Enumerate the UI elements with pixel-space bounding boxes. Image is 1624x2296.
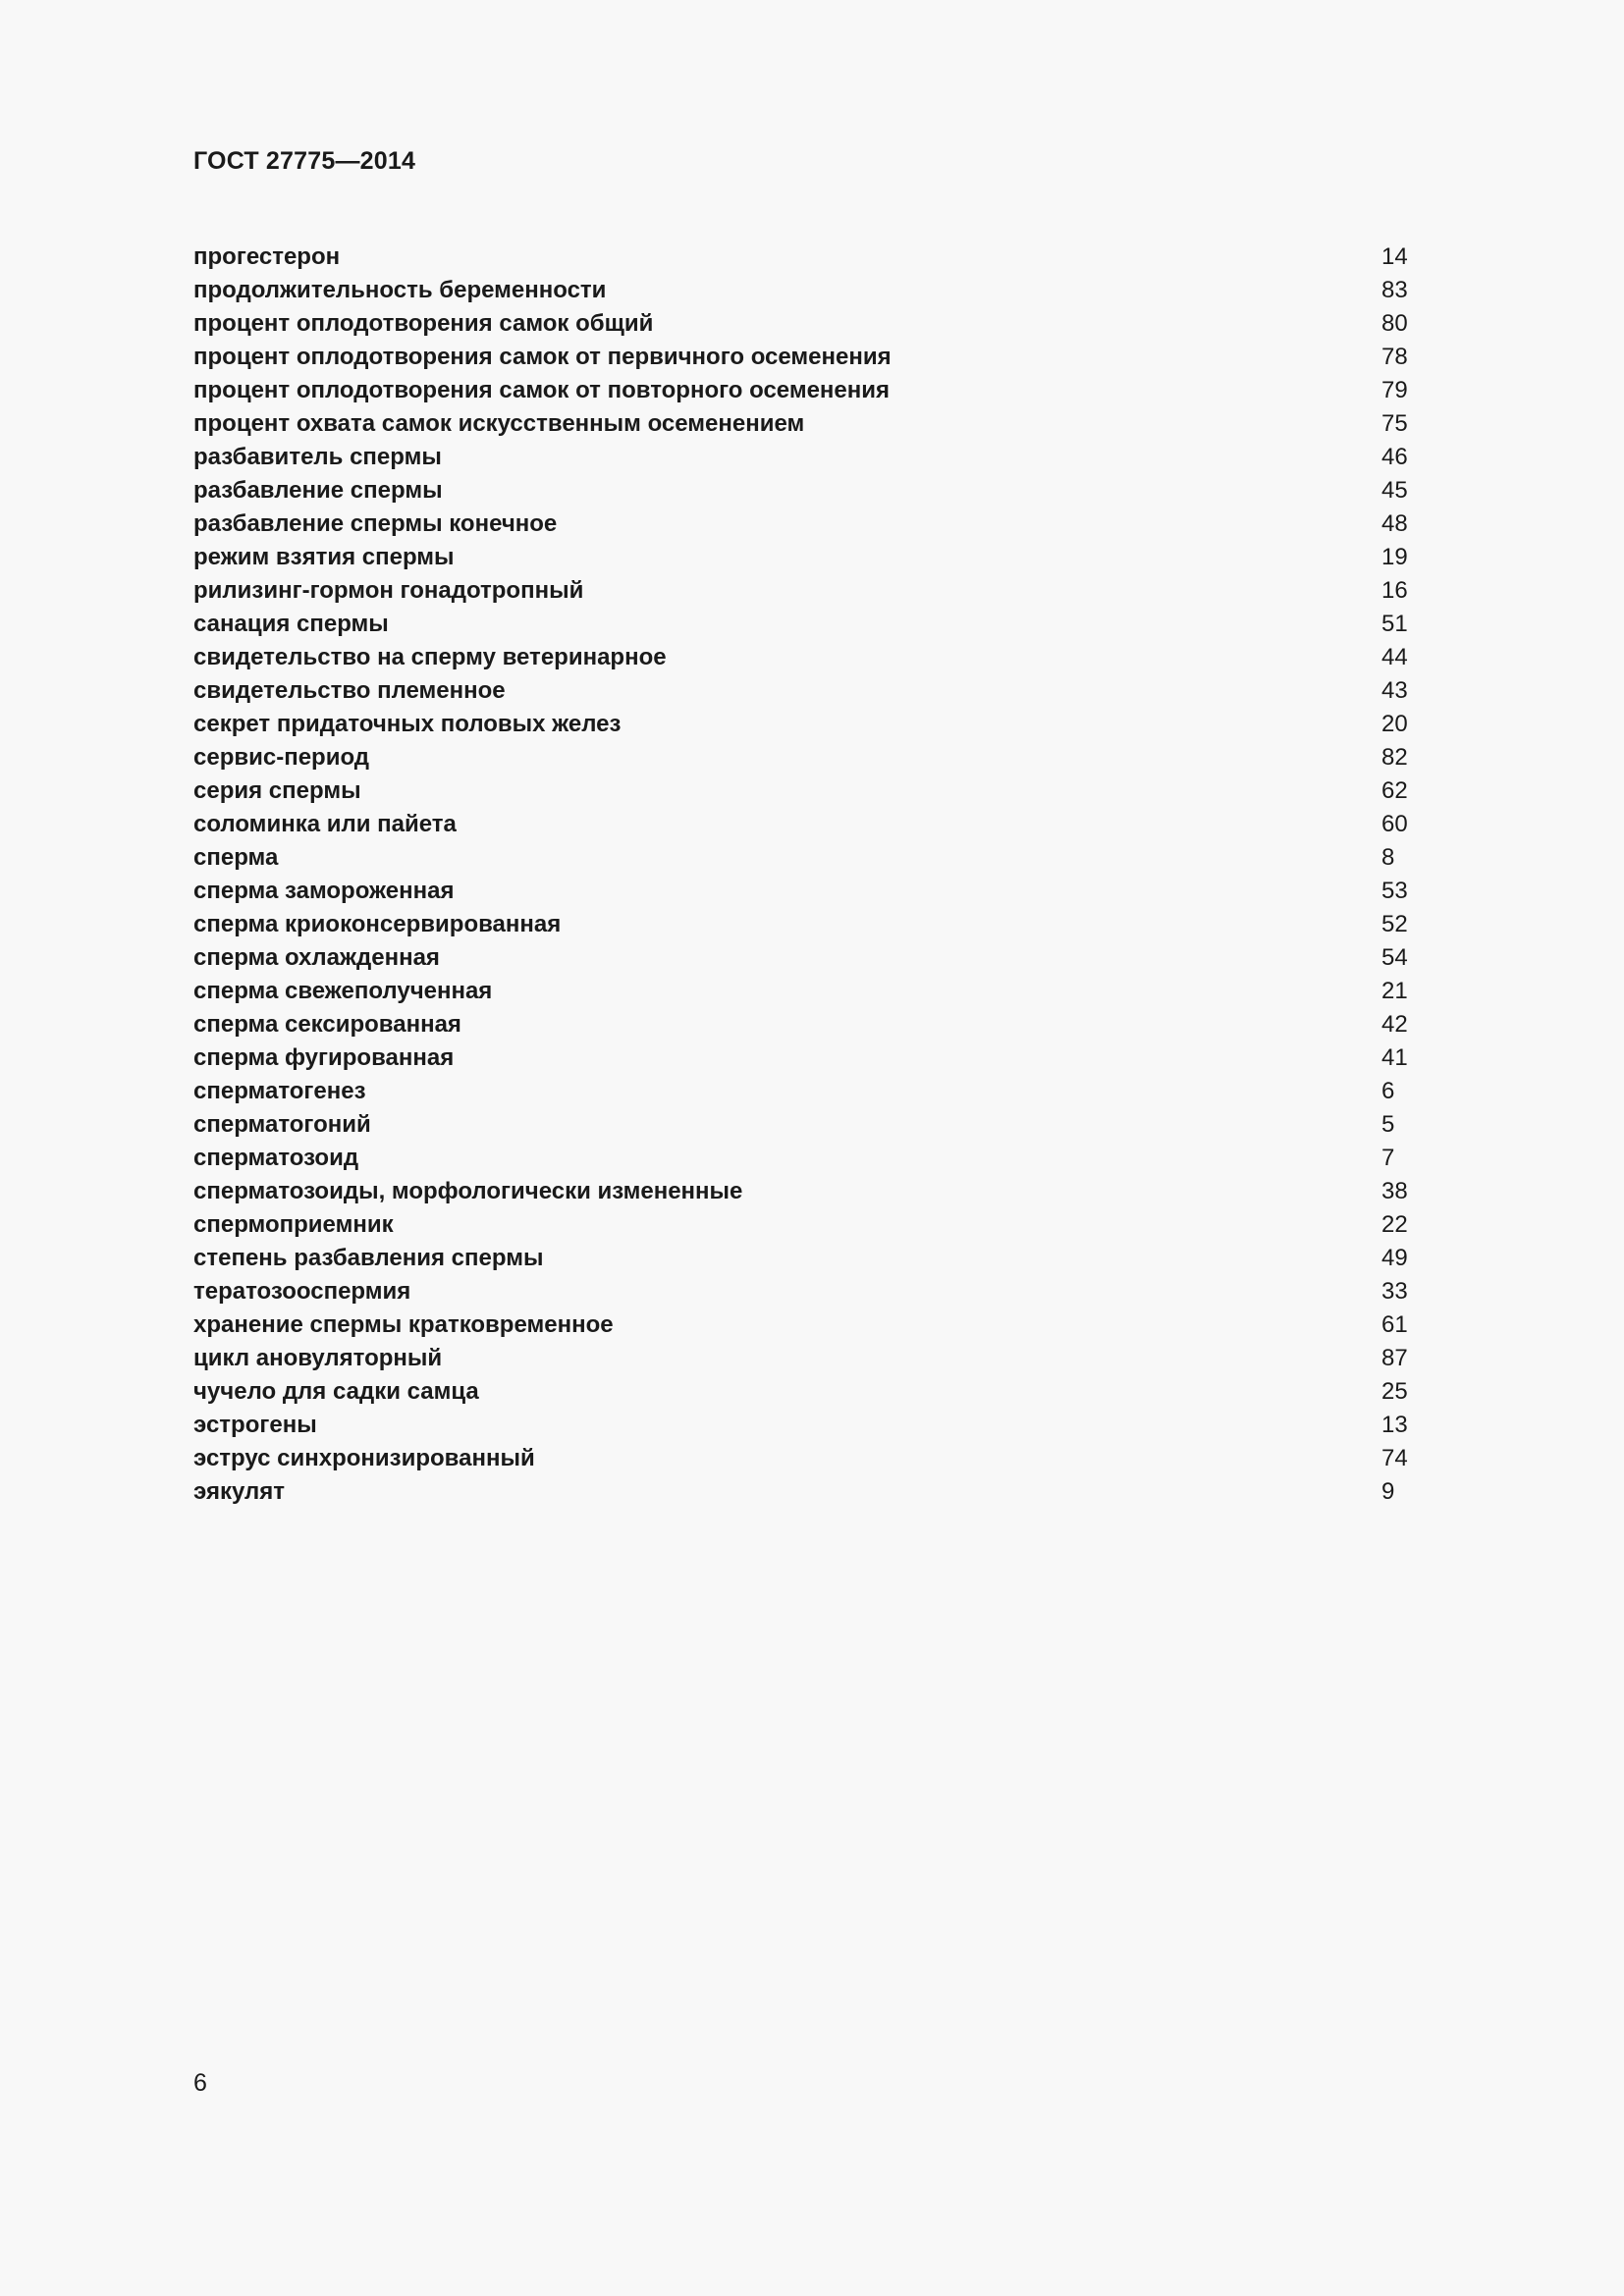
index-entry [193, 1275, 1411, 1308]
index-reference-number: 7 [1381, 1145, 1395, 1171]
index-term: эстрогены [193, 1412, 317, 1438]
index-reference-number: 14 [1381, 243, 1408, 270]
index-reference-number: 43 [1381, 677, 1408, 704]
index-entry [193, 1342, 1411, 1375]
index-entry [193, 307, 1411, 341]
index-entry [193, 1442, 1411, 1475]
index-entry [193, 341, 1411, 374]
index-reference-number: 80 [1381, 310, 1408, 337]
index-entry [193, 1008, 1411, 1041]
index-entry [193, 474, 1411, 507]
index-reference-number: 42 [1381, 1011, 1408, 1038]
index-term: процент охвата самок искусственным осеменением [193, 410, 805, 437]
index-reference-number: 25 [1381, 1378, 1408, 1405]
index-term: процент оплодотворения самок общий [193, 310, 654, 337]
index-reference-number: 87 [1381, 1345, 1408, 1371]
index-entry [193, 941, 1411, 975]
index-entry [193, 875, 1411, 908]
index-reference-number: 83 [1381, 277, 1408, 303]
index-reference-number: 45 [1381, 477, 1408, 504]
index-entry [193, 274, 1411, 307]
index-entry [193, 641, 1411, 674]
index-term: соломинка или пайета [193, 811, 457, 837]
index-entry [193, 1142, 1411, 1175]
document-header: ГОСТ 27775—2014 [193, 147, 416, 175]
index-entry [193, 1375, 1411, 1409]
index-term: свидетельство на сперму ветеринарное [193, 644, 667, 670]
index-term: сперма замороженная [193, 878, 455, 904]
index-reference-number: 51 [1381, 611, 1408, 637]
index-reference-number: 22 [1381, 1211, 1408, 1238]
index-reference-number: 46 [1381, 444, 1408, 470]
index-term: тератозооспермия [193, 1278, 411, 1305]
index-term: процент оплодотворения самок от повторного осеменения [193, 377, 891, 403]
index-reference-number: 9 [1381, 1478, 1395, 1505]
index-entry [193, 1075, 1411, 1108]
index-term: сперматогенез [193, 1078, 366, 1104]
index-term: процент оплодотворения самок от первичного осеменения [193, 344, 892, 370]
index-entry [193, 741, 1411, 774]
index-entry [193, 541, 1411, 574]
index-reference-number: 8 [1381, 844, 1395, 871]
index-term: хранение спермы кратковременное [193, 1311, 614, 1338]
index-term: разбавитель спермы [193, 444, 442, 470]
index-reference-number: 79 [1381, 377, 1408, 403]
index-reference-number: 16 [1381, 577, 1408, 604]
index-term: цикл ановуляторный [193, 1345, 443, 1371]
index-term: эструс синхронизированный [193, 1445, 535, 1471]
index-term: сперма [193, 844, 279, 871]
index-reference-number: 19 [1381, 544, 1408, 570]
index-reference-number: 61 [1381, 1311, 1408, 1338]
index-entry [193, 808, 1411, 841]
index-term: сперма свежеполученная [193, 978, 493, 1004]
index-entry [193, 1242, 1411, 1275]
index-entry [193, 374, 1411, 407]
index-term: сперма сексированная [193, 1011, 461, 1038]
index-entry [193, 708, 1411, 741]
index-term: чучело для садки самца [193, 1378, 479, 1405]
index-entry [193, 975, 1411, 1008]
index-term: санация спермы [193, 611, 389, 637]
index-reference-number: 78 [1381, 344, 1408, 370]
index-entry [193, 1308, 1411, 1342]
index-term: степень разбавления спермы [193, 1245, 544, 1271]
index-entry [193, 507, 1411, 541]
index-reference-number: 54 [1381, 944, 1408, 971]
index-term: разбавление спермы [193, 477, 443, 504]
index-reference-number: 62 [1381, 777, 1408, 804]
index-term: прогестерон [193, 243, 341, 270]
index-term: сервис-период [193, 744, 370, 771]
index-term: серия спермы [193, 777, 361, 804]
index-term: сперматозоиды, морфологически измененные [193, 1178, 743, 1204]
index-term: эякулят [193, 1478, 285, 1505]
index-term: секрет придаточных половых желез [193, 711, 622, 737]
index-entry [193, 1475, 1411, 1509]
index-reference-number: 6 [1381, 1078, 1395, 1104]
index-term: сперма криоконсервированная [193, 911, 562, 937]
index-entry [193, 841, 1411, 875]
index-reference-number: 44 [1381, 644, 1408, 670]
index-entry [193, 908, 1411, 941]
index-entry [193, 240, 1411, 274]
index-entry [193, 1108, 1411, 1142]
index-entry [193, 441, 1411, 474]
alphabetical-index-list [193, 240, 1411, 1509]
index-term: свидетельство племенное [193, 677, 506, 704]
index-reference-number: 49 [1381, 1245, 1408, 1271]
index-reference-number: 52 [1381, 911, 1408, 937]
index-reference-number: 82 [1381, 744, 1408, 771]
index-entry [193, 1409, 1411, 1442]
index-entry [193, 608, 1411, 641]
index-reference-number: 41 [1381, 1044, 1408, 1071]
index-entry [193, 407, 1411, 441]
index-reference-number: 5 [1381, 1111, 1395, 1138]
index-term: рилизинг-гормон гонадотропный [193, 577, 584, 604]
index-reference-number: 75 [1381, 410, 1408, 437]
index-term: сперма фугированная [193, 1044, 455, 1071]
index-reference-number: 13 [1381, 1412, 1408, 1438]
index-term: спермоприемник [193, 1211, 394, 1238]
page-number: 6 [193, 2069, 207, 2097]
index-entry [193, 674, 1411, 708]
index-term: продолжительность беременности [193, 277, 607, 303]
index-reference-number: 53 [1381, 878, 1408, 904]
index-term: сперматогоний [193, 1111, 371, 1138]
index-reference-number: 33 [1381, 1278, 1408, 1305]
index-entry [193, 1041, 1411, 1075]
index-reference-number: 21 [1381, 978, 1408, 1004]
index-reference-number: 48 [1381, 510, 1408, 537]
index-reference-number: 74 [1381, 1445, 1408, 1471]
index-term: режим взятия спермы [193, 544, 455, 570]
index-term: сперма охлажденная [193, 944, 440, 971]
index-entry [193, 574, 1411, 608]
index-entry [193, 774, 1411, 808]
index-term: разбавление спермы конечное [193, 510, 558, 537]
index-reference-number: 38 [1381, 1178, 1408, 1204]
index-term: сперматозоид [193, 1145, 359, 1171]
index-reference-number: 20 [1381, 711, 1408, 737]
index-entry [193, 1208, 1411, 1242]
index-entry [193, 1175, 1411, 1208]
index-reference-number: 60 [1381, 811, 1408, 837]
